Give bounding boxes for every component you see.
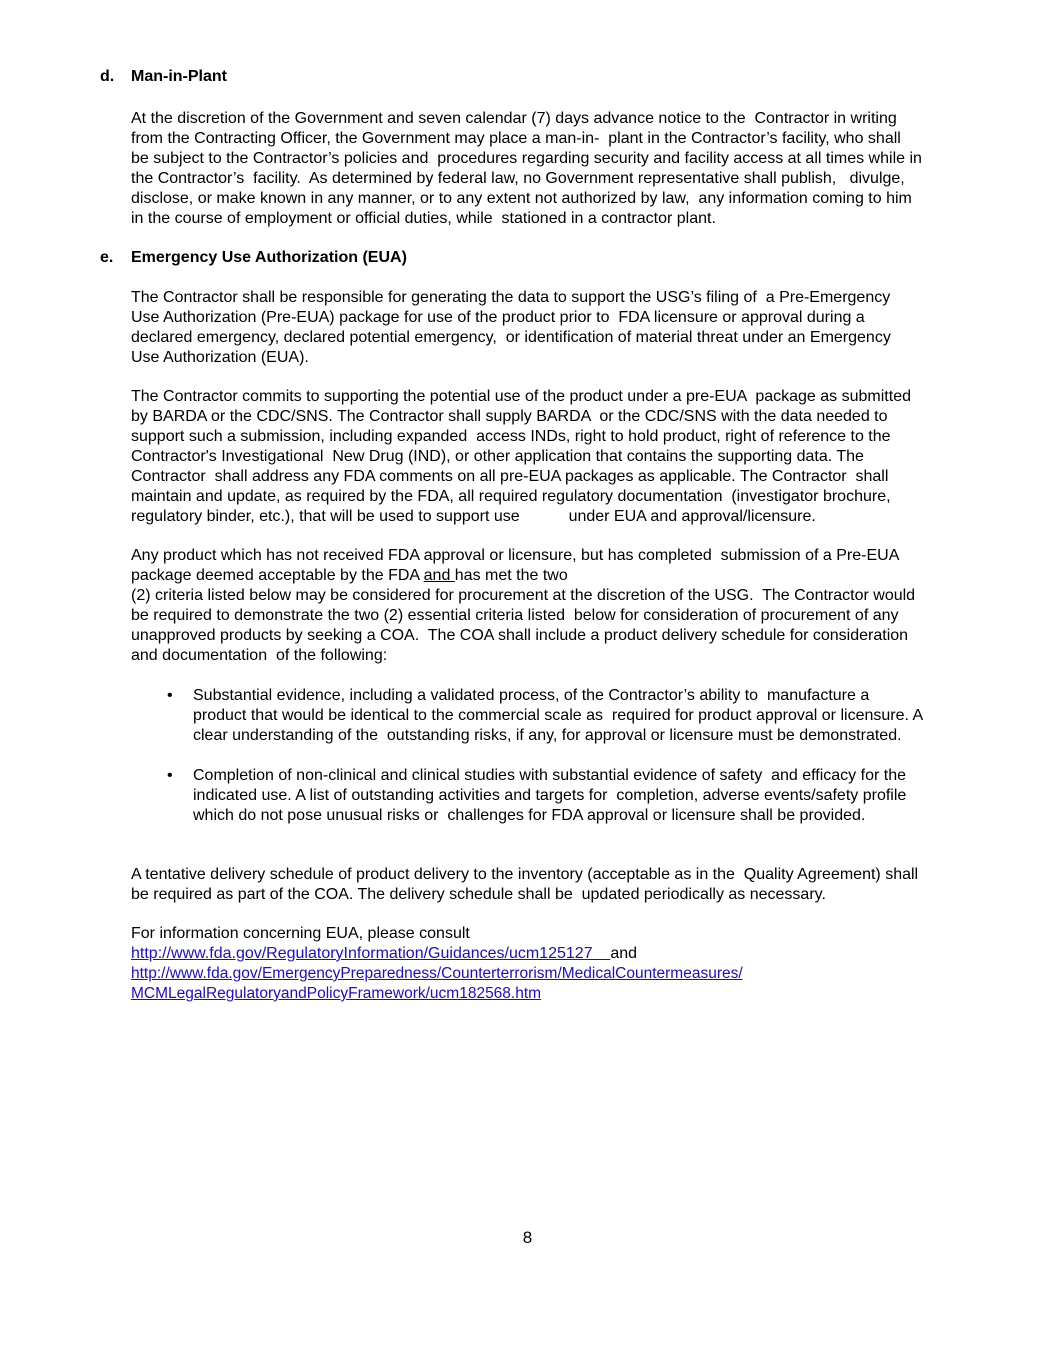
text-line: support such a submission, including expanded access INDs, right to hold product, right of reference to the [131,428,891,445]
eua-paragraph-1 [131,288,891,368]
text-span: package deemed acceptable by the FDA [131,567,424,584]
underlined-and: and [423,567,455,584]
text-line: Contractor's Investigational New Drug (IND), or other application that contains the supporting data. The [131,448,864,465]
text-line [131,566,915,586]
eua-paragraph-2 [131,387,911,527]
eua-paragraph-4 [131,865,918,905]
bullet-item-1 [193,686,923,746]
fda-mcm-framework-link[interactable]: http://www.fda.gov/EmergencyPreparedness/Counterterrorism/MedicalCountermeasures/ [131,965,743,982]
text-line: which do not pose unusual risks or challenges for FDA approval or licensure shall be provided. [193,807,866,824]
text-line: declared emergency, declared potential emergency, or identification of material threat under an Emergency [131,329,891,346]
text-line: and documentation of the following: [131,647,388,664]
text-line: unapproved products by seeking a COA. The COA shall include a product delivery schedule for consideration [131,627,909,644]
text-line: Any product which has not received FDA approval or licensure, but has completed submission of a Pre-EUA [131,547,900,564]
text-line: be required as part of the COA. The delivery schedule shall be updated periodically as necessary. [131,886,826,903]
section-e-label: e. [100,249,114,266]
bullet-item-2 [193,766,906,826]
page-number: 8 [522,1228,533,1247]
eua-info-paragraph [131,924,743,1004]
text-line: Use Authorization (EUA). [131,349,309,366]
text-line: A tentative delivery schedule of product delivery to the inventory (acceptable as in the Quality Agreement) shall [131,866,919,883]
fda-guidances-link[interactable]: http://www.fda.gov/RegulatoryInformation/Guidances/ucm125127 [131,945,611,962]
text-line: clear understanding of the outstanding risks, if any, for approval or licensure must be demonstrated. [193,727,902,744]
text-line: in the course of employment or official duties, while stationed in a contractor plant. [131,210,716,227]
text-line [131,944,743,964]
section-d-heading: Man-in-Plant [131,68,227,85]
text-line: be required to demonstrate the two (2) essential criteria listed below for consideration of procurement of any [131,607,899,624]
text-line: the Contractor’s facility. As determined by federal law, no Government representative shall publish, divulge, [131,170,905,187]
text-line: For information concerning EUA, please consult [131,925,470,942]
section-e-heading: Emergency Use Authorization (EUA) [131,249,407,266]
text-line: be subject to the Contractor’s policies and procedures regarding security and facility access at all times while in [131,150,922,167]
text-line: product that would be identical to the commercial scale as required for product approval or licensure. A [193,707,924,724]
text-line: by BARDA or the CDC/SNS. The Contractor shall supply BARDA or the CDC/SNS with the data needed to [131,408,888,425]
text-line: from the Contracting Officer, the Government may place a man-in- plant in the Contractor’s facility, who shall [131,130,901,147]
text-line: The Contractor shall be responsible for generating the data to support the USG’s filing of a Pre-Emergency [131,289,891,306]
text-line: (2) criteria listed below may be considered for procurement at the discretion of the USG. The Contractor would [131,587,916,604]
text-line: regulatory binder, etc.), that will be used to support use under EUA and approval/licensure. [131,508,816,525]
text-line: Contractor shall address any FDA comments on all pre-EUA packages as applicable. The Contractor shall [131,468,889,485]
section-d-label: d. [100,68,115,85]
fda-mcm-framework-link-cont[interactable]: MCMLegalRegulatoryandPolicyFramework/ucm182568.htm [131,985,542,1002]
text-line: maintain and update, as required by the FDA, all required regulatory documentation (investigator brochure, [131,488,891,505]
text-line: Substantial evidence, including a validated process, of the Contractor’s ability to manufacture a [193,687,870,704]
man-in-plant-paragraph [131,109,922,229]
bullet-icon: • [167,687,173,704]
text-span: has met the two [454,567,568,584]
eua-paragraph-3 [131,546,915,666]
text-line: At the discretion of the Government and seven calendar (7) days advance notice to the Contractor in writing [131,110,897,127]
text-line: Use Authorization (Pre-EUA) package for use of the product prior to FDA licensure or approval during a [131,309,865,326]
text-line: indicated use. A list of outstanding activities and targets for completion, adverse events/safety profile [193,787,907,804]
text-line: disclose, or make known in any manner, or to any extent not authorized by law, any information coming to him [131,190,912,207]
text-line: The Contractor commits to supporting the potential use of the product under a pre-EUA package as submitted [131,388,911,405]
text-line: Completion of non-clinical and clinical studies with substantial evidence of safety and efficacy for the [193,767,906,784]
bullet-icon: • [167,767,173,784]
text-span: and [610,945,638,962]
